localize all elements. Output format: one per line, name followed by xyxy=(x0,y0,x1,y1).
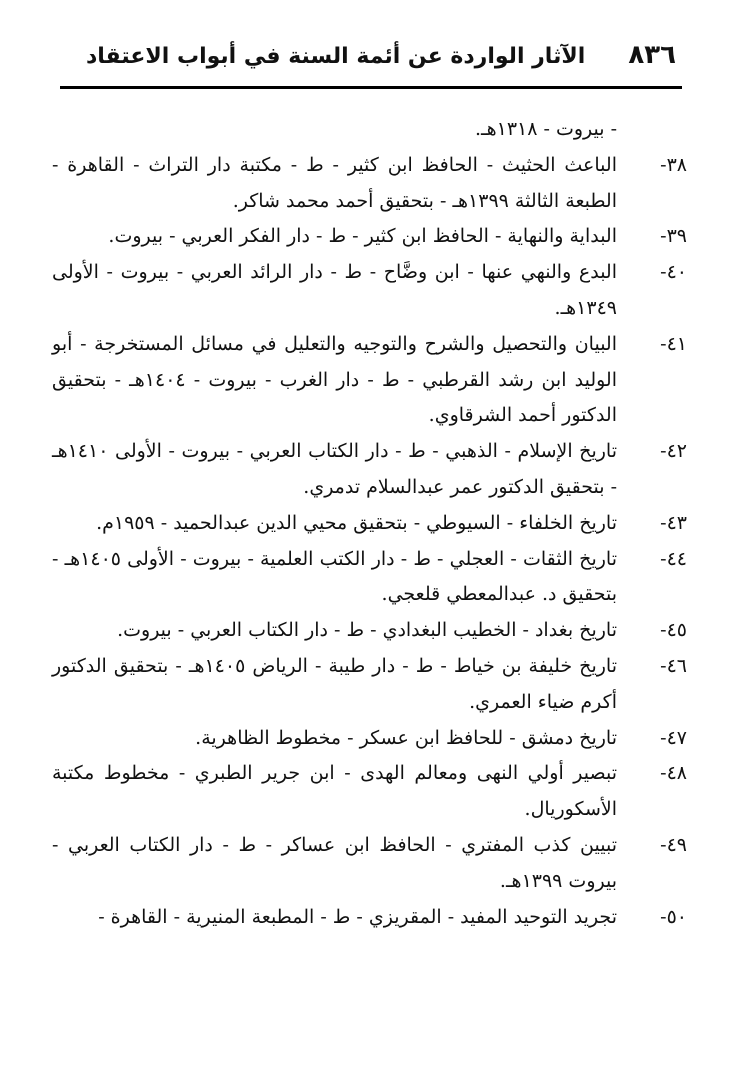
entry-text: البيان والتحصيل والشرح والتوجيه والتعليل في مسائل المستخرجة - أبو الوليد ابن رشد القرطبي - ط - دار الغرب - بيروت - ١٤٠٤هـ - بتحقيق الدكتور أحمد الشرقاوي. xyxy=(52,332,617,427)
entry-number: ٣٩- xyxy=(660,225,687,248)
bibliography-entry xyxy=(52,542,687,614)
entry-number: ٤٩- xyxy=(660,833,687,856)
bibliography-entry xyxy=(52,148,687,220)
entry-text: البدع والنهي عنها - ابن وضَّاح - ط - دار الرائد العربي - بيروت - الأولى ١٣٤٩هـ. xyxy=(52,261,617,319)
running-title: الآثار الواردة عن أئمة السنة في أبواب الاعتقاد xyxy=(86,44,586,69)
bibliography-entry xyxy=(52,327,687,434)
entry-number: ٤٧- xyxy=(660,726,687,749)
entry-text: تبيين كذب المفتري - الحافظ ابن عساكر - ط - دار الكتاب العربي - بيروت ١٣٩٩هـ. xyxy=(52,833,617,892)
entry-text: تاريخ بغداد - الخطيب البغدادي - ط - دار الكتاب العربي - بيروت. xyxy=(117,619,617,642)
entry-text: تاريخ خليفة بن خياط - ط - دار طيبة - الرياض ١٤٠٥هـ - بتحقيق الدكتور أكرم ضياء العمري. xyxy=(52,654,617,713)
bibliography-entry xyxy=(52,613,687,649)
bibliography-entry xyxy=(52,255,687,327)
entry-text: تجريد التوحيد المفيد - المقريزي - ط - المطبعة المنيرية - القاهرة - xyxy=(98,905,617,928)
bibliography-entry xyxy=(52,756,687,828)
entry-number: ٤٦- xyxy=(660,654,687,677)
bibliography-entry xyxy=(52,434,687,506)
bibliography-entry-continued xyxy=(52,112,687,148)
entry-text: تبصير أولي النهى ومعالم الهدى - ابن جرير الطبري - مخطوط مكتبة الأسكوريال. xyxy=(52,762,617,821)
entry-text: تاريخ دمشق - للحافظ ابن عسكر - مخطوط الظاهرية. xyxy=(195,726,617,749)
entry-number: ٤٤- xyxy=(660,547,687,570)
entry-number: ٤٢- xyxy=(660,440,687,463)
bibliography-entry xyxy=(52,649,687,721)
entry-number: ٤٨- xyxy=(660,762,687,785)
entry-number: ٤٥- xyxy=(660,619,687,642)
entry-text: تاريخ الإسلام - الذهبي - ط - دار الكتاب العربي - بيروت - الأولى ١٤١٠هـ - بتحقيق الدكتور عمر عبدالسلام تدمري. xyxy=(52,440,617,498)
header-rule xyxy=(60,86,682,89)
page-number: ٨٣٦ xyxy=(628,40,676,70)
entry-text: - بيروت - ١٣١٨هـ. xyxy=(475,118,617,140)
entry-number: ٤١- xyxy=(660,332,687,355)
entry-text: البداية والنهاية - الحافظ ابن كثير - ط - دار الفكر العربي - بيروت. xyxy=(108,225,617,248)
entry-text: الباعث الحثيث - الحافظ ابن كثير - ط - مكتبة دار التراث - القاهرة - الطبعة الثالثة ١٣٩٩هـ - بتحقيق أحمد محمد شاكر. xyxy=(52,153,617,212)
entry-number: ٤٠- xyxy=(660,261,687,284)
bibliography-entry xyxy=(52,506,687,542)
entry-number: ٥٠- xyxy=(660,905,687,928)
bibliography-entry xyxy=(52,721,687,757)
bibliography-entry xyxy=(52,900,687,936)
page-header xyxy=(60,38,682,78)
bibliography-list xyxy=(52,112,687,935)
entry-text: تاريخ الثقات - العجلي - ط - دار الكتب العلمية - بيروت - الأولى ١٤٠٥هـ - بتحقيق د. عبدالمعطي قلعجي. xyxy=(52,547,617,606)
bibliography-entry xyxy=(52,828,687,900)
entry-text: تاريخ الخلفاء - السيوطي - بتحقيق محيي الدين عبدالحميد - ١٩٥٩م. xyxy=(96,511,617,534)
entry-number: ٤٣- xyxy=(660,511,687,534)
bibliography-entry xyxy=(52,219,687,255)
entry-number: ٣٨- xyxy=(660,153,687,176)
